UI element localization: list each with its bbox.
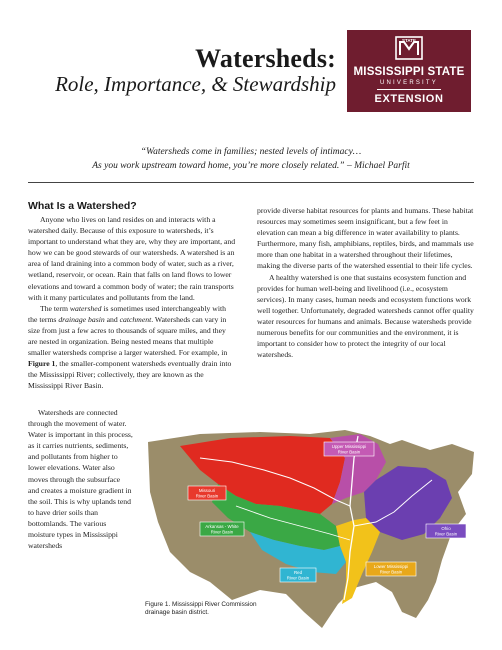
msu-logo-icon [395,36,423,60]
ohio-label-line-1: Ohio [441,526,451,531]
red-label-line-1: Red [293,570,303,575]
label-red [280,568,316,582]
upper-label-line-2: River Basin [337,449,361,455]
paragraph-3: Watersheds are connected through the movement of water. Water is important in this process, as it carries nutrients, sediments, and pollutants from higher to lower elevations. Water also moves through the subsurface and creates a moisture gradient in the soil. This is why uplands tend to have drier soils than bottomlands. The various moisture types in Mississippi watersheds [28,408,133,551]
term-drainage-basin: drainage basin [58,314,105,324]
figure-reference: Figure 1 [28,359,56,369]
label-arkansas-white [200,522,244,536]
lower-label-line-1: Lower Mississippi [373,564,409,569]
label-upper-mississippi [324,442,374,456]
document-subtitle: Role, Importance, & Stewardship [55,72,336,96]
left-narrow-column [28,407,133,551]
logo-line-1: MISSISSIPPI STATE [353,66,465,78]
document-title: Watersheds: [195,44,336,73]
paragraph-2 [28,303,236,392]
right-column [257,205,475,360]
paragraph-5: A healthy watershed is one that sustains ecosystem function and provides for human well-being and livelihood (i.e., ecosystem services). In many cases, human needs and ecosystem functions work well together. Unfortunately, degraded watersheds cannot offer quality water resources for humans and animals. Because watersheds provide numerous benefits for our communities and the environment, it is important to consider how to protect the integrity of our local watersheds. [257,272,474,360]
missouri-label-line-2: River Basin [195,493,219,499]
figure-caption: Figure 1. Mississippi River Commission drainage basin district. [145,601,257,616]
divider [28,182,474,183]
quote-line-1: “Watersheds come in families; nested levels of intimacy… [140,147,362,157]
term-catchment: catchment [119,314,152,324]
section-heading: What Is a Watershed? [28,200,137,212]
paragraph-1: Anyone who lives on land resides on and interacts with a watershed daily. Because of this exposure to watersheds, it’s important to understand what they are, why they are important, and how we can be good stewards of our watersheds. A watershed is an area of land draining into a common body of water, such as a river, wetland, reservoir, or ocean. Rain that falls on land flows to lower elevations and toward a common body of water; the rain transports with it many particulates and pollutants from the land. [28,215,236,302]
text-run: , the smaller-component watersheds eventually drain into the Mississippi River; collectively, they are known as the Mississippi River Basin. [28,359,232,391]
text-run: The term [40,303,70,313]
logo-mark-text: STATE [401,38,417,44]
logo-rule [377,89,441,90]
upper-label-line-1: Upper Mississippi [331,444,367,449]
text-run: and [104,314,120,324]
text-run: is sometimes used interchangeably with the terms [28,303,226,324]
quote-line-2: As you work upstream toward home, you’re more closely related.” – Michael Parfit [92,161,410,171]
logo-line-3: EXTENSION [374,93,444,105]
arkansas-label-line-2: River Basin [210,529,234,535]
label-missouri [188,486,226,500]
msu-extension-logo [347,30,471,112]
missouri-label-line-1: Missouri [198,488,216,493]
label-lower-mississippi [366,562,416,576]
logo-line-2: UNIVERSITY [379,80,438,86]
text-run: . Watersheds can vary in size from just a few acres to thousands of square miles, and they are nested in organization. Being nested means that multiple smaller watersheds comprise a larger watershed. For example, in [28,314,228,358]
lower-label-line-2: River Basin [379,569,403,575]
red-label-line-2: River Basin [286,575,310,581]
left-column [28,214,236,392]
arkansas-label-line-1: Arkansas - White [205,524,239,529]
label-ohio [426,524,466,538]
paragraph-4: provide diverse habitat resources for plants and humans. These habitat resources may sometimes seem insignificant, but a few feet in elevation can mean a big difference in water availability to plants. Furthermore, many fish, amphibians, reptiles, birds, and mammals use more than one habitat in a watershed throughout their lifetimes, making the diverse parts of the watershed essential to their life cycles. [257,206,474,271]
term-watershed: watershed [69,303,102,313]
ohio-label-line-2: River Basin [434,531,458,537]
